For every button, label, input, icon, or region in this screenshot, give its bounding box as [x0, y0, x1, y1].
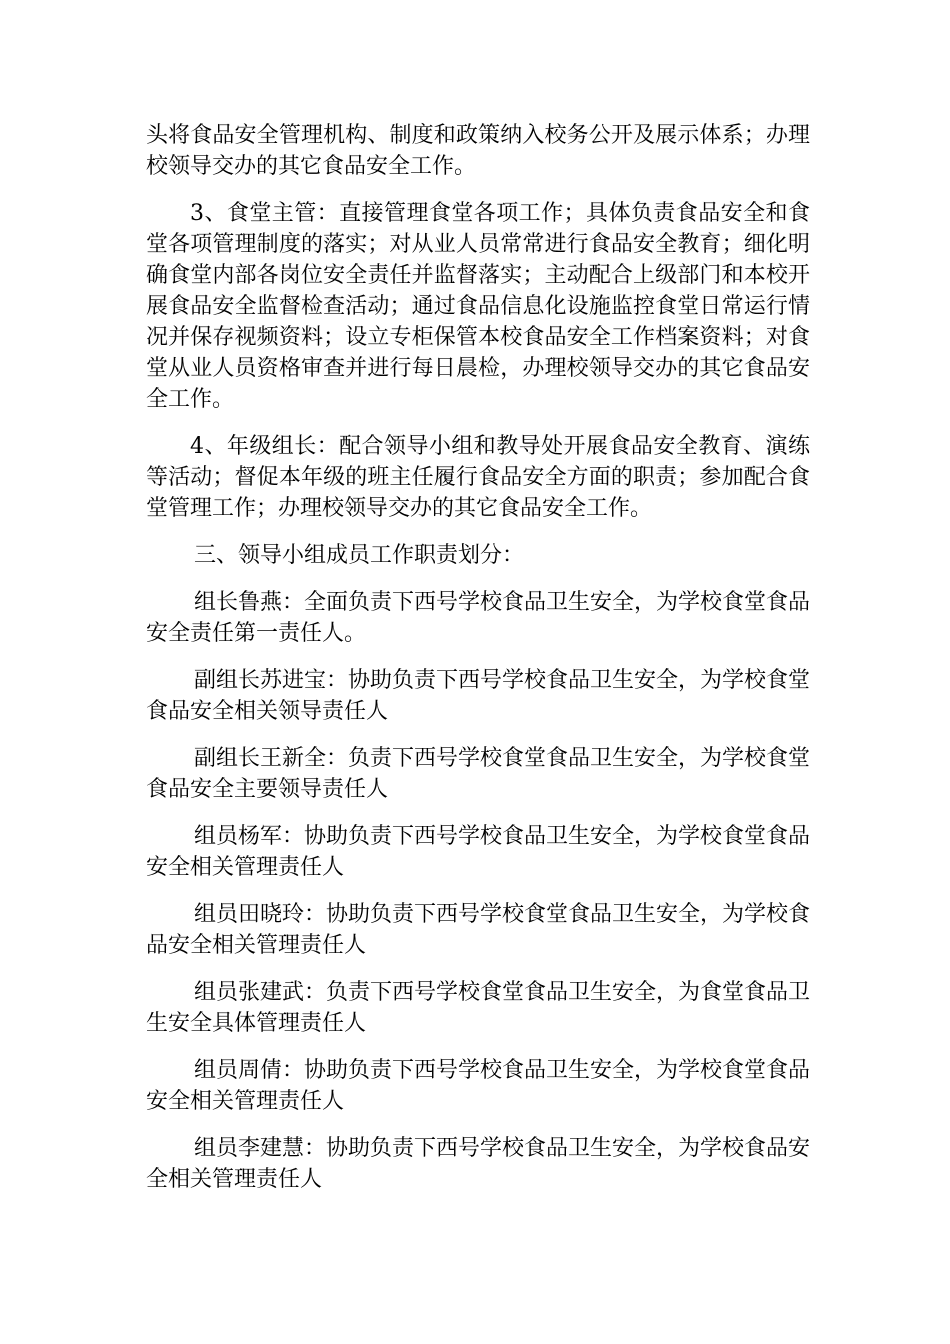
paragraph-member-yang: 组员杨军：协助负责下西号学校食品卫生安全，为学校食堂食品安全相关管理责任人 [146, 824, 811, 880]
paragraph-canteen-manager: 3、食堂主管：直接管理食堂各项工作；具体负责食品安全和食堂各项管理制度的落实；对从业人员常常进行食品安全教育；细化明确食堂内部各岗位安全责任并监督落实；主动配合上级部门和本校开展食品安全监督检查活动；通过食品信息化设施监控食堂日常运行情况并保存视频资料；设立专柜保管本校食品安全工作档案资料；对食堂从业人员资格审查并进行每日晨检，办理校领导交办的其它食品安全工作。 [146, 201, 810, 412]
paragraph-deputy-leader-wang: 副组长王新全：负责下西号学校食堂食品卫生安全，为学校食堂食品安全主要领导责任人 [146, 746, 811, 802]
paragraph-member-zhou: 组员周倩：协助负责下西号学校食品卫生安全，为学校食堂食品安全相关管理责任人 [146, 1058, 811, 1114]
document-page [146, 120, 810, 1211]
paragraph-group-leader: 组长鲁燕：全面负责下西号学校食品卫生安全，为学校食堂食品安全责任第一责任人。 [146, 590, 811, 646]
section-heading: 三、领导小组成员工作职责划分： [194, 543, 525, 568]
paragraph-continuation: 头将食品安全管理机构、制度和政策纳入校务公开及展示体系；办理校领导交办的其它食品安全工作。 [146, 123, 810, 179]
paragraph-grade-leader: 4、年级组长：配合领导小组和教导处开展食品安全教育、演练等活动；督促本年级的班主任履行食品安全方面的职责；参加配合食堂管理工作；办理校领导交办的其它食品安全工作。 [146, 434, 810, 521]
paragraph-member-tian: 组员田晓玲：协助负责下西号学校食堂食品卫生安全，为学校食品安全相关管理责任人 [146, 902, 811, 958]
paragraph-member-li: 组员李建慧：协助负责下西号学校食品卫生安全，为学校食品安全相关管理责任人 [146, 1136, 811, 1192]
paragraph-deputy-leader-su: 副组长苏进宝：协助负责下西号学校食品卫生安全，为学校食堂食品安全相关领导责任人 [146, 668, 811, 724]
paragraph-member-zhang: 组员张建武：负责下西号学校食堂食品卫生安全，为食堂食品卫生安全具体管理责任人 [146, 980, 811, 1036]
